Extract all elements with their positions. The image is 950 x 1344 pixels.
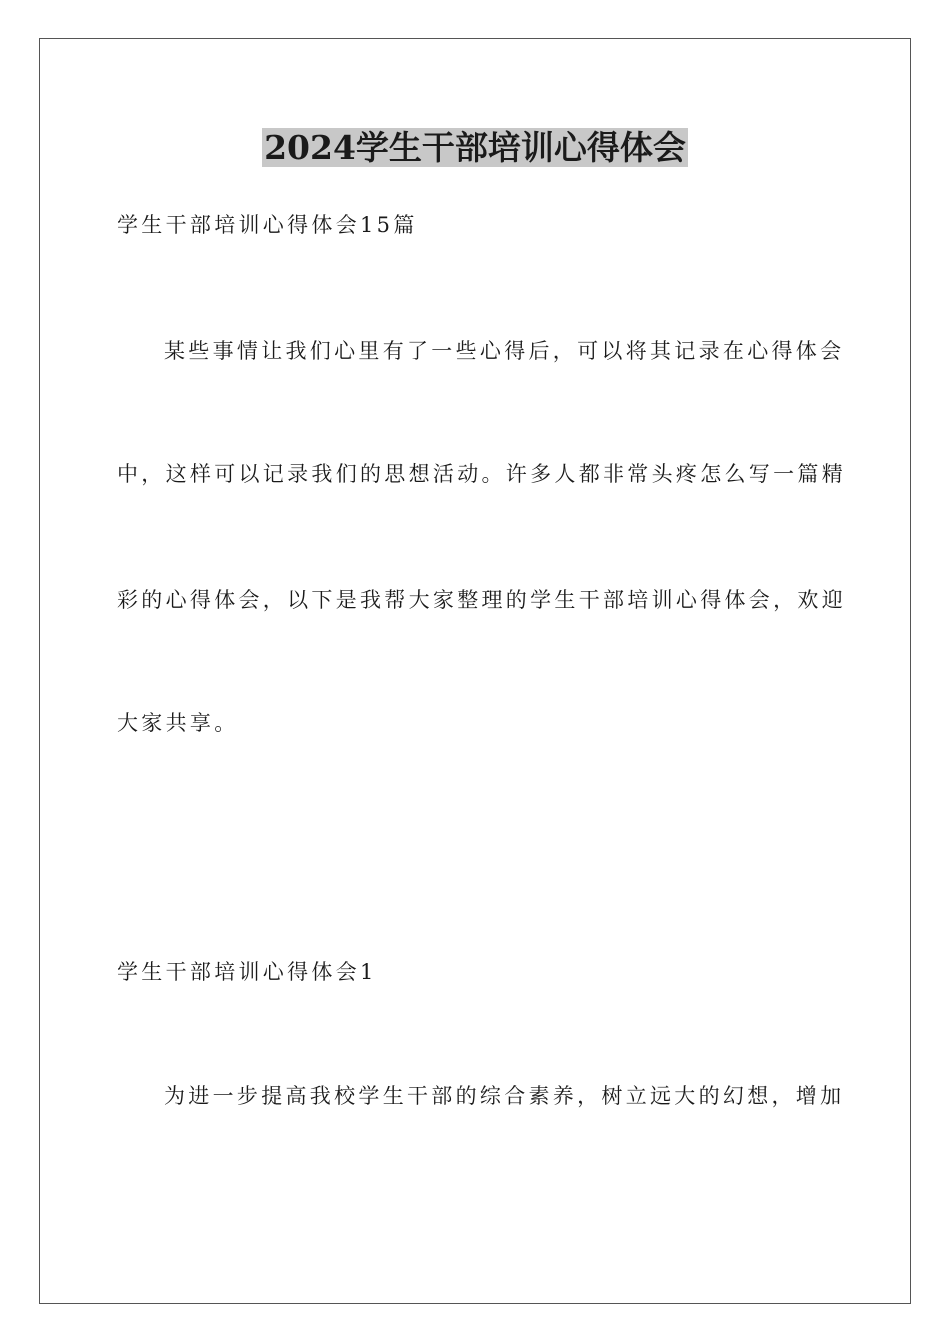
section-heading: 学生干部培训心得体会1 [117, 960, 377, 984]
intro-line-4: 大家共享。 [117, 711, 239, 735]
document-title-text: 2024学生干部培训心得体会 [264, 128, 686, 167]
section-line-1: 为进一步提高我校学生干部的综合素养，树立远大的幻想，增加 [164, 1084, 845, 1108]
document-title [0, 126, 950, 170]
document-subtitle: 学生干部培训心得体会15篇 [117, 213, 418, 237]
intro-line-3: 彩的心得体会，以下是我帮大家整理的学生干部培训心得体会，欢迎 [117, 588, 846, 612]
intro-line-1: 某些事情让我们心里有了一些心得后，可以将其记录在心得体会 [164, 339, 845, 363]
intro-line-2: 中，这样可以记录我们的思想活动。许多人都非常头疼怎么写一篇精 [117, 462, 846, 486]
